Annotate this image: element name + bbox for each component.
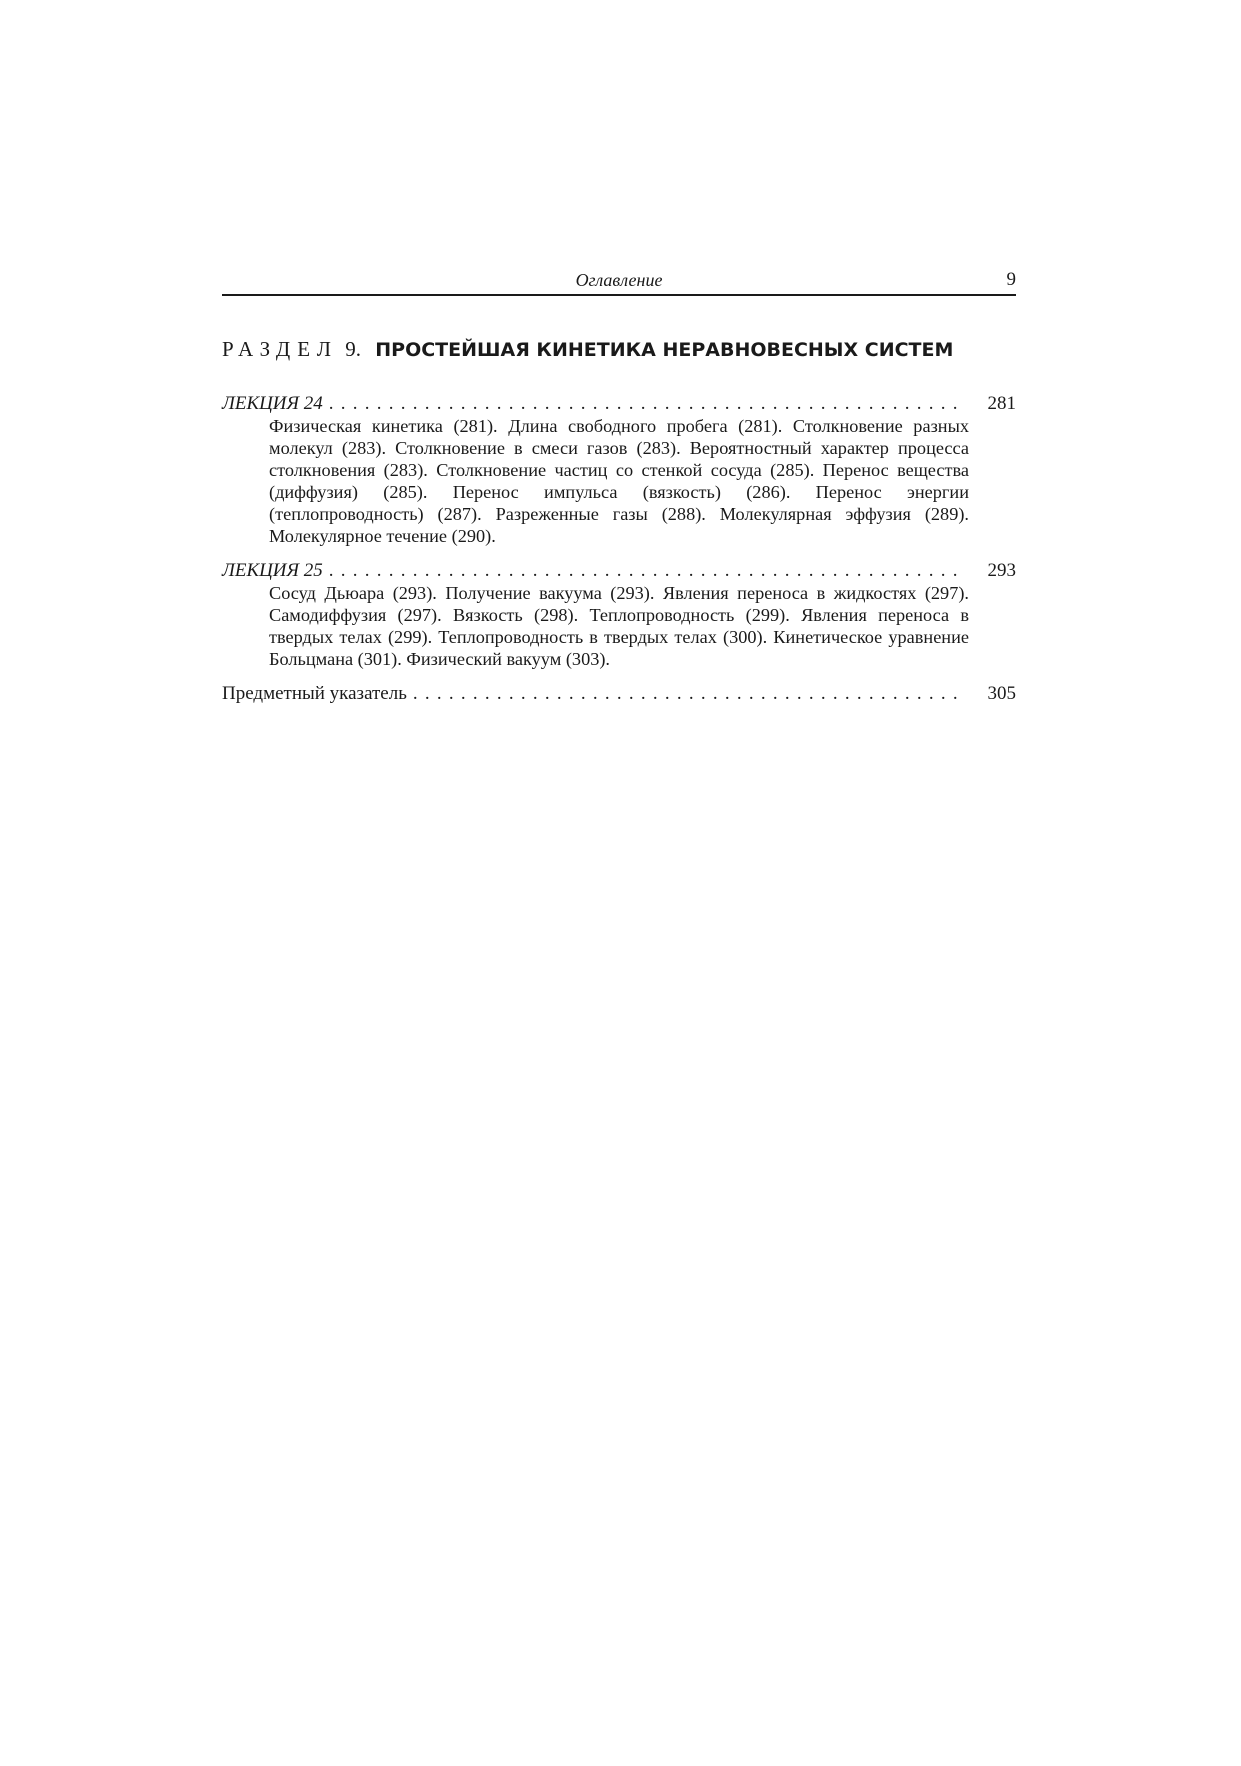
section-title: ПРОСТЕЙШАЯ КИНЕТИКА НЕРАВНОВЕСНЫХ СИСТЕМ (375, 339, 954, 361)
toc-line[interactable] (222, 559, 1016, 582)
toc-line[interactable] (222, 392, 1016, 415)
section-label: РАЗДЕЛ (222, 337, 338, 361)
toc-description: Сосуд Дьюара (293). Получение вакуума (293). Явления переноса в жидкостях (297). Самодиффузия (297). Вязкость (298). Теплопроводность (299). Явления переноса в твердых телах (299). Теплопроводность в твердых телах (300). Кинетическое уравнение Больцмана (301). Физический вакуум (303). (269, 583, 969, 669)
book-page (222, 268, 1016, 717)
toc-entry-lecture-24 (222, 392, 1016, 547)
section-number: 9. (345, 337, 361, 361)
running-title: Оглавление (575, 270, 663, 290)
dot-leader (329, 392, 966, 415)
toc-page-number: 281 (987, 393, 1016, 414)
section-heading (222, 335, 1016, 364)
toc-page-number: 293 (987, 560, 1016, 581)
table-of-contents (222, 392, 1016, 705)
toc-page-number: 305 (987, 683, 1016, 704)
toc-title: ЛЕКЦИЯ 25 (222, 560, 323, 581)
toc-title: Предметный указатель (222, 683, 407, 704)
running-header (222, 268, 1016, 296)
toc-entry-subject-index (222, 682, 1016, 705)
page-number: 9 (1006, 269, 1016, 290)
toc-line[interactable] (222, 682, 1016, 705)
toc-title: ЛЕКЦИЯ 24 (222, 393, 323, 414)
dot-leader (413, 682, 966, 705)
toc-description: Физическая кинетика (281). Длина свободного пробега (281). Столкновение разных молекул (283). Столкновение в смеси газов (283). Вероятностный характер процесса столкновения (283). Столкновение частиц со стенкой сосуда (285). Перенос вещества (диффузия) (285). Перенос импульса (вязкость) (286). Перенос энергии (теплопроводность) (287). Разреженные газы (288). Молекулярная эффузия (289). Молекулярное течение (290). (269, 416, 969, 546)
dot-leader (329, 559, 966, 582)
toc-entry-lecture-25 (222, 559, 1016, 670)
